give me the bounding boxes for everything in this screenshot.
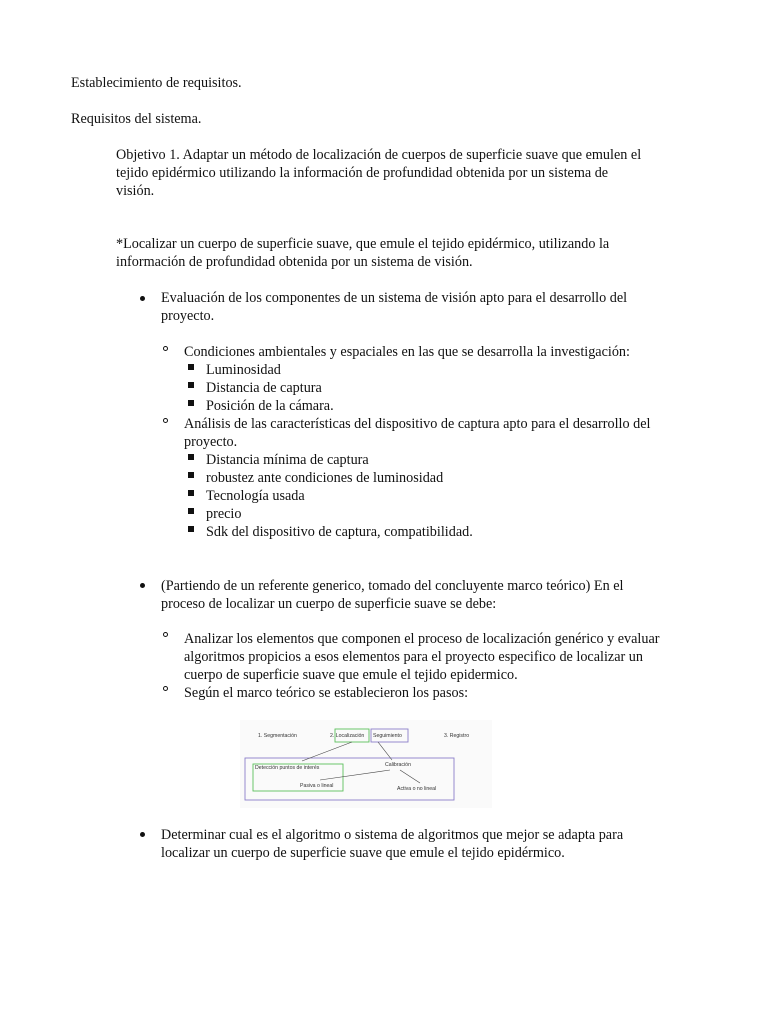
bullet3-line-1: Determinar cual es el algoritmo o sistema de algoritmos que mejor se adapta para	[161, 827, 624, 843]
bullet-dot-icon	[140, 832, 145, 837]
sub-bullet-segun: Según el marco teórico se establecieron los pasos:	[184, 685, 469, 701]
bullet-square-icon	[188, 508, 194, 514]
list-item-luminosidad: Luminosidad	[206, 362, 281, 378]
list-item-distancia: Distancia de captura	[206, 380, 322, 396]
diagram-step3-label: 3. Registro	[444, 733, 470, 739]
diagram-active-label: Activa o no lineal	[397, 786, 437, 792]
task-text-line-1: *Localizar un cuerpo de superficie suave, que emule el tejido epidérmico, utilizando la	[116, 236, 610, 252]
heading-establecimiento: Establecimiento de requisitos.	[71, 75, 242, 91]
bullet-dot-icon	[140, 583, 145, 588]
sub-bullet-analizar-line-3: cuerpo de superficie suave que emule el tejido epidermico.	[184, 667, 518, 683]
diagram-detection-label: Detección puntos de interés	[255, 765, 320, 771]
list-item-precio: precio	[206, 506, 242, 522]
bullet-circle-icon	[163, 346, 168, 351]
bullet-circle-icon	[163, 418, 168, 423]
diagram-step1-label: 1. Segmentación	[258, 733, 297, 739]
bullet1-line-2: proyecto.	[161, 308, 215, 324]
bullet3-line-2: localizar un cuerpo de superficie suave que emule el tejido epidérmico.	[161, 845, 565, 861]
bullet2-line-2: proceso de localizar un cuerpo de superficie suave se debe:	[161, 596, 497, 612]
sub-bullet-analizar-line-2: algoritmos propicios a esos elementos para el proyecto especifico de localizar un	[184, 649, 643, 665]
bullet-circle-icon	[163, 632, 168, 637]
list-item-sdk: Sdk del dispositivo de captura, compatibilidad.	[206, 524, 473, 540]
bullet-square-icon	[188, 490, 194, 496]
bullet-square-icon	[188, 526, 194, 532]
bullet-square-icon	[188, 382, 194, 388]
sub-bullet-analisis-line-1: Análisis de las características del dispositivo de captura apto para el desarrollo del	[184, 416, 651, 432]
bullet-circle-icon	[163, 686, 168, 691]
task-text-line-2: información de profundidad obtenida por un sistema de visión.	[116, 254, 473, 270]
heading-requisitos: Requisitos del sistema.	[71, 111, 202, 127]
bullet-square-icon	[188, 472, 194, 478]
sub-bullet-analizar-line-1: Analizar los elementos que componen el proceso de localización genérico y evaluar	[184, 631, 660, 647]
diagram-step2-localizacion-label: 2. Localización	[330, 733, 365, 739]
bullet-square-icon	[188, 400, 194, 406]
sub-bullet-condiciones: Condiciones ambientales y espaciales en las que se desarrolla la investigación:	[184, 344, 630, 360]
objective-text-line-3: visión.	[116, 183, 155, 199]
bullet2-line-1: (Partiendo de un referente generico, tomado del concluyente marco teórico) En el	[161, 578, 624, 594]
list-item-robustez: robustez ante condiciones de luminosidad	[206, 470, 444, 486]
bullet-dot-icon	[140, 296, 145, 301]
bullet1-line-1: Evaluación de los componentes de un sistema de visión apto para el desarrollo del	[161, 290, 628, 306]
bullet-square-icon	[188, 454, 194, 460]
process-steps-diagram	[240, 720, 492, 808]
diagram-step2-seguimiento-label: Seguimiento	[373, 733, 402, 739]
bullet-square-icon	[188, 364, 194, 370]
objective-text-line-1: Objetivo 1. Adaptar un método de localización de cuerpos de superficie suave que emulen el	[116, 147, 642, 163]
objective-text-line-2: tejido epidérmico utilizando la información de profundidad obtenida por un sistema de	[116, 165, 609, 181]
diagram-passive-label: Pasiva o lineal	[300, 783, 334, 789]
sub-bullet-analisis-line-2: proyecto.	[184, 434, 238, 450]
list-item-tecnologia: Tecnología usada	[206, 488, 305, 504]
list-item-distancia-minima: Distancia mínima de captura	[206, 452, 369, 468]
list-item-posicion: Posición de la cámara.	[206, 398, 334, 414]
diagram-calibration-label: Calibración	[385, 762, 411, 768]
